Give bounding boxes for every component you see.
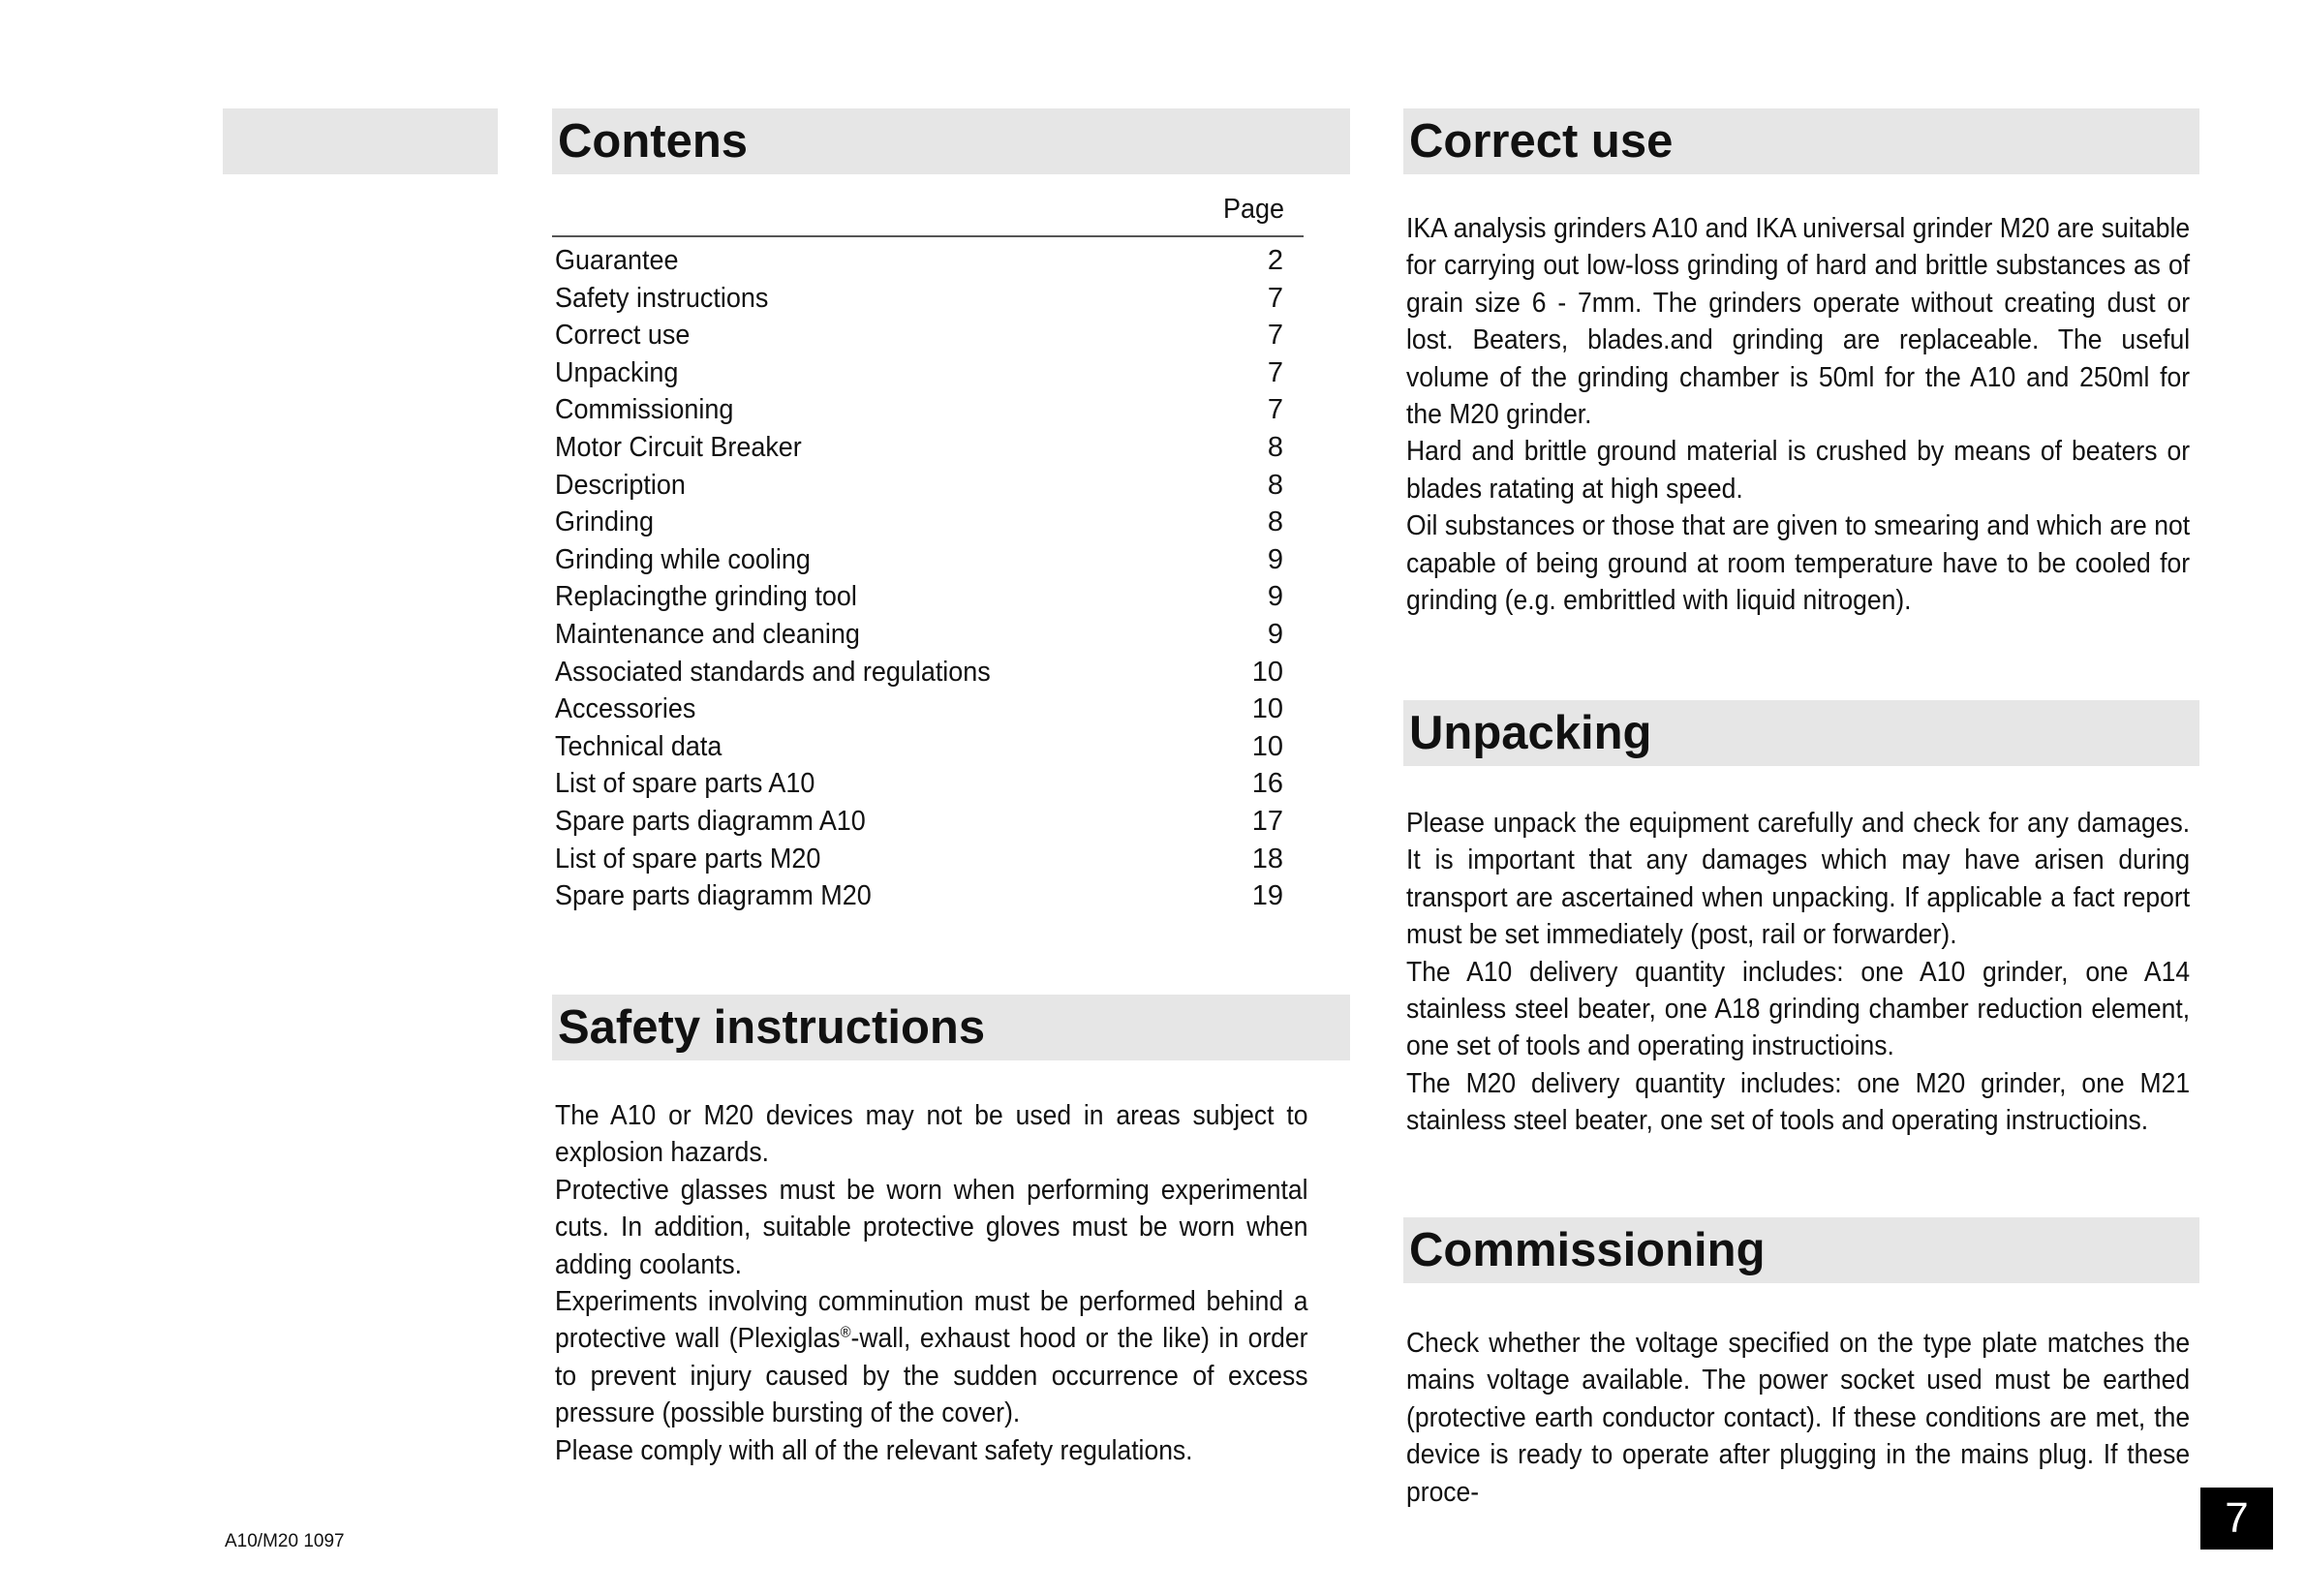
toc-entry-page: 17 xyxy=(1251,805,1283,837)
toc-entry xyxy=(555,317,1283,354)
toc-entry-page: 7 xyxy=(1267,394,1283,426)
toc-entry-title: Correct use xyxy=(555,320,691,352)
safety-title: Safety instructions xyxy=(558,1001,986,1054)
toc-entry-page: 16 xyxy=(1251,768,1283,800)
toc-entry xyxy=(555,467,1283,505)
toc-entry-page: 9 xyxy=(1267,618,1283,650)
safety-header xyxy=(552,995,1350,1060)
toc-entry-page: 10 xyxy=(1251,693,1283,725)
toc-entry-page: 7 xyxy=(1267,282,1283,314)
toc-entry xyxy=(555,691,1283,728)
toc-entry-page: 2 xyxy=(1267,245,1283,276)
contents-header xyxy=(552,108,1350,174)
toc-entry xyxy=(555,541,1283,579)
contents-title: Contens xyxy=(558,115,748,168)
toc-entry-page: 9 xyxy=(1267,543,1283,575)
toc-entry xyxy=(555,280,1283,318)
toc-entry xyxy=(555,391,1283,429)
toc-entry-title: Technical data xyxy=(555,730,722,762)
toc-entry xyxy=(555,803,1283,841)
correct-use-header xyxy=(1403,108,2199,174)
toc-entry-title: List of spare parts A10 xyxy=(555,768,815,800)
toc-entry xyxy=(555,354,1283,392)
toc-entry xyxy=(555,728,1283,766)
toc-entry-page: 7 xyxy=(1267,320,1283,352)
toc-entry-title: Safety instructions xyxy=(555,282,769,314)
correct-use-body xyxy=(1406,210,2190,619)
unpacking-paragraph-2: The A10 delivery quantity includes: one A10 grinder, one A14 stainless steel beater, one A18 grinding chamber reduction element, one set of tools and operating instructioins. xyxy=(1406,956,2191,1062)
safety-paragraph-1: The A10 or M20 devices may not be used in areas subject to explosion hazards. xyxy=(555,1100,1308,1169)
toc-entry-title: Grinding while cooling xyxy=(555,543,811,575)
commissioning-title: Commissioning xyxy=(1409,1224,1766,1276)
toc-entry-page: 7 xyxy=(1267,356,1283,388)
toc-entry xyxy=(555,242,1283,280)
toc-entry xyxy=(555,429,1283,467)
toc-entry-title: Associated standards and regulations xyxy=(555,656,991,688)
toc-entry-page: 18 xyxy=(1251,843,1283,875)
toc-entry-title: Spare parts diagramm M20 xyxy=(555,880,872,912)
toc-entry xyxy=(555,578,1283,616)
safety-body xyxy=(555,1097,1307,1469)
toc-entry-page: 10 xyxy=(1251,730,1283,762)
toc-entry-page: 9 xyxy=(1267,581,1283,613)
registered-mark: ® xyxy=(840,1324,851,1341)
toc-entry-title: Replacingthe grinding tool xyxy=(555,581,857,613)
toc-entry-title: Description xyxy=(555,469,686,501)
toc-entry xyxy=(555,765,1283,803)
correct-use-paragraph-1: IKA analysis grinders A10 and IKA universal grinder M20 are suitable for carrying out low-loss grinding of hard and brittle substances as of grain size 6 - 7mm. The grinders operate without creating dust or lost. Beaters, blades.and grinding are replaceable. The useful volume of the grinding chamber is 50ml for the A10 and 250ml for the M20 grinder. xyxy=(1406,213,2191,431)
toc-entry-page: 10 xyxy=(1251,656,1283,688)
safety-paragraph-3-end: -wall, exhaust hood or the like) in order to prevent injury caused by the sudden occurrence of excess pressure (possible bursting of the cover). xyxy=(555,1323,1308,1429)
toc-entry xyxy=(555,877,1283,915)
document-code: A10/M20 1097 xyxy=(225,1531,345,1551)
table-of-contents xyxy=(555,242,1283,915)
page-number: 7 xyxy=(2200,1488,2273,1550)
commissioning-body xyxy=(1406,1325,2190,1511)
toc-entry-title: Maintenance and cleaning xyxy=(555,618,860,650)
toc-entry-page: 8 xyxy=(1267,431,1283,463)
toc-entry-title: Guarantee xyxy=(555,245,679,276)
toc-entry-title: Spare parts diagramm A10 xyxy=(555,805,866,837)
safety-paragraph-3 xyxy=(555,1283,1307,1432)
unpacking-title: Unpacking xyxy=(1409,707,1652,759)
toc-entry-page: 19 xyxy=(1251,880,1283,912)
toc-page-label: Page xyxy=(1223,194,1284,225)
toc-divider xyxy=(552,235,1304,237)
toc-entry-page: 8 xyxy=(1267,506,1283,538)
toc-entry xyxy=(555,654,1283,691)
unpacking-header xyxy=(1403,700,2199,766)
correct-use-paragraph-2: Hard and brittle ground material is crushed by means of beaters or blades ratating at high speed. xyxy=(1406,436,2191,505)
correct-use-paragraph-3: Oil substances or those that are given to smearing and which are not capable of being ground at room temperature have to be cooled for grinding (e.g. embrittled with liquid nitrogen). xyxy=(1406,510,2191,617)
toc-entry-title: Accessories xyxy=(555,693,696,725)
commissioning-header xyxy=(1403,1217,2199,1283)
safety-paragraph-2: Protective glasses must be worn when performing experimental cuts. In addition, suitable protective gloves must be worn when adding coolants. xyxy=(555,1174,1308,1280)
toc-entry-title: Unpacking xyxy=(555,356,679,388)
toc-entry xyxy=(555,841,1283,878)
correct-use-title: Correct use xyxy=(1409,115,1674,168)
unpacking-paragraph-3: The M20 delivery quantity includes: one M20 grinder, one M21 stainless steel beater, one set of tools and operating instructioins. xyxy=(1406,1067,2191,1137)
toc-entry-title: Grinding xyxy=(555,506,654,538)
toc-entry-title: Commissioning xyxy=(555,394,734,426)
toc-entry xyxy=(555,504,1283,541)
margin-grey-tab xyxy=(223,108,498,174)
safety-paragraph-3-start: Experiments involving comminution must be performed behind a protective wall (Plexiglas xyxy=(555,1286,1308,1355)
safety-paragraph-4: Please comply with all of the relevant safety regulations. xyxy=(555,1434,1193,1466)
unpacking-body xyxy=(1406,805,2190,1140)
commissioning-paragraph-1: Check whether the voltage specified on the type plate matches the mains voltage available. The power socket used must be earthed (protective earth conductor contact). If these conditions are met, the device is ready to operate after plugging in the mains plug. If these proce- xyxy=(1406,1328,2191,1508)
toc-entry-page: 8 xyxy=(1267,469,1283,501)
toc-entry xyxy=(555,616,1283,654)
toc-entry-title: List of spare parts M20 xyxy=(555,843,821,875)
toc-entry-title: Motor Circuit Breaker xyxy=(555,431,802,463)
unpacking-paragraph-1: Please unpack the equipment carefully and check for any damages. It is important that any damages which may have arisen during transport are ascertained when unpacking. If applicable a fact report must be set immediately (post, rail or forwarder). xyxy=(1406,808,2191,951)
